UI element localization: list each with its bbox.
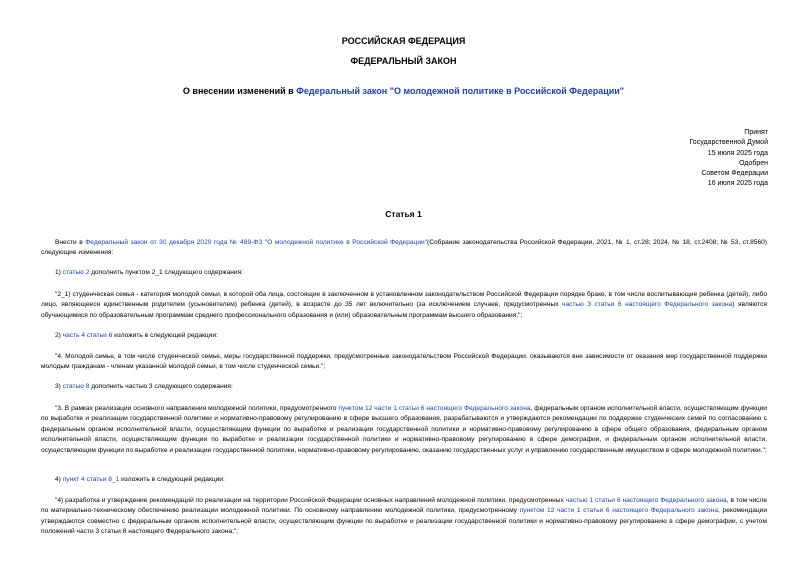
quote-3 <box>41 404 767 456</box>
item-3 <box>41 382 767 392</box>
adopted-date: 15 июля 2025 года <box>707 149 768 157</box>
item-4 <box>41 475 767 485</box>
item-3-link[interactable]: статью 8 <box>62 383 90 390</box>
item-4-link[interactable]: пункт 4 статьи 8_1 <box>62 476 120 483</box>
quote-4 <box>41 496 767 538</box>
quote-1 <box>41 290 767 321</box>
quote-1-text-2: ) являются обучающимися по образовательным программам среднего профессионального образования и (или) образовательным программам высшего образования;"; <box>41 301 767 319</box>
item-2 <box>41 331 767 341</box>
quote-1-link[interactable]: частью 3 статьи 6 настоящего Федерального закона <box>562 301 733 309</box>
item-3-text: дополнить частью 3 следующего содержания: <box>89 383 233 390</box>
intro-paragraph <box>41 238 767 259</box>
quote-1-text-1: "2_1) студенческая семья - категория молодой семьи, в которой оба лица, состоящие в заключенном в установленном законодательством Российской Федерации порядке браке, в том числе воспитывающие ребенка (детей), либо лицо, являющееся единственным родителем (усыновителем) ребенка (детей), в возрасте до 35 лет включительно (за исключением случаев, предусмотренных <box>41 291 767 309</box>
intro-text-2: (Собрание законодательства Российской Федерации, 2021, № 1, ст.28; 2024, № 18, ст.2408; № 53, ст.8560) следующие изменения: <box>41 239 767 257</box>
law-type-heading: ФЕДЕРАЛЬНЫЙ ЗАКОН <box>350 56 457 66</box>
item-4-number: 4) <box>55 476 63 483</box>
quote-4-text-1: "4) разработка и утверждение рекомендаций по реализации на территории Российской Федерации основных направлений молодежной политики, предусмотренных <box>55 497 566 504</box>
quote-4-link-1[interactable]: частью 1 статьи 6 настоящего Федерального закона <box>565 497 727 504</box>
item-1-link[interactable]: статью 2 <box>62 269 90 276</box>
approved-by: Советом Федерации <box>701 170 768 178</box>
item-2-number: 2) <box>55 332 63 339</box>
article-heading: Статья 1 <box>385 209 422 219</box>
item-1-text: дополнить пунктом 2_1 следующего содержания: <box>89 269 243 276</box>
law-title <box>0 86 807 96</box>
adopted-label: Принят <box>744 129 768 136</box>
item-2-link[interactable]: часть 4 статьи 6 <box>62 332 113 339</box>
federation-heading: РОССИЙСКАЯ ФЕДЕРАЦИЯ <box>341 36 466 46</box>
quote-4-link-2[interactable]: пунктом 12 части 1 статьи 6 настоящего Федерального закона <box>519 507 718 515</box>
item-1 <box>41 268 767 278</box>
item-2-text: изложить в следующей редакции: <box>112 332 218 339</box>
quote-2 <box>41 352 767 373</box>
quote-3-text-2: , федеральным органом исполнительной власти, осуществляющим функции по выработке и реализации государственной политики и нормативно-правовому регулированию в сфере высшего образования, разрабатываются и утверждаются рекомендации по поддержке студенческих семей по согласованию с федеральным органом исполнительной власти, осуществляющим функции по выработке и реализации государственной политики и нормативно-правовому регулированию в сфере общего образования, федеральным органом исполнительной власти, осуществляющим функции по выработке и реализации государственной политики и нормативно-правовому регулированию в сфере демографии, и федеральным органом исполнительной власти, осуществляющим функции по выработке и реализации государственной политики, нормативно-правовому регулированию, оказанию государственных услуг и управлению государственным имуществом в сфере молодежной политики."; <box>41 405 767 454</box>
item-4-text: изложить в следующей редакции: <box>119 476 225 483</box>
law-title-link[interactable]: Федеральный закон "О молодежной политике в Российской Федерации" <box>296 86 625 96</box>
quote-4-text-3: , рекомендации утверждаются совместно с федеральным органом исполнительной власти, осуществляющим функции по выработке и реализации государственной политики и нормативно-правовому регулированию в сфере демографии, с учетом положений части 3 статьи 8 настоящего Федерального закона;"; <box>41 507 768 536</box>
quote-4-text-2: , в том числе по материально-техническому обеспечению реализации молодежной политики. По основному направлению молодежной политики, предусмотренному <box>41 497 767 515</box>
adoption-block <box>689 128 768 190</box>
item-1-number: 1) <box>55 269 63 276</box>
intro-law-link[interactable]: Федеральный закон от 30 декабря 2020 года № 489-ФЗ "О молодежной политике в Российской Федерации" <box>85 239 428 246</box>
approved-date: 16 июля 2025 года <box>707 180 768 188</box>
item-3-number: 3) <box>55 383 63 390</box>
adopted-by: Государственной Думой <box>689 139 768 147</box>
law-title-prefix: О внесении изменений в <box>182 86 297 96</box>
approved-label: Одобрен <box>739 159 768 167</box>
quote-3-link[interactable]: пунктом 12 части 1 статьи 6 настоящего Федерального закона <box>338 405 531 412</box>
quote-3-text-1: "3. В рамках реализации основного направления молодежной политики, предусмотренного <box>55 405 339 412</box>
quote-2-text: "4. Молодой семье, в том числе студенческой семье, меры государственной поддержки, предусмотренные законодательством Российской Федерации, оказываются вне зависимости от оказания мер государственной поддержки молодым гражданам - членам указанной молодой семьи, в том числе студенческой семьи."; <box>41 353 767 371</box>
intro-text-1: Внести в <box>55 239 86 246</box>
